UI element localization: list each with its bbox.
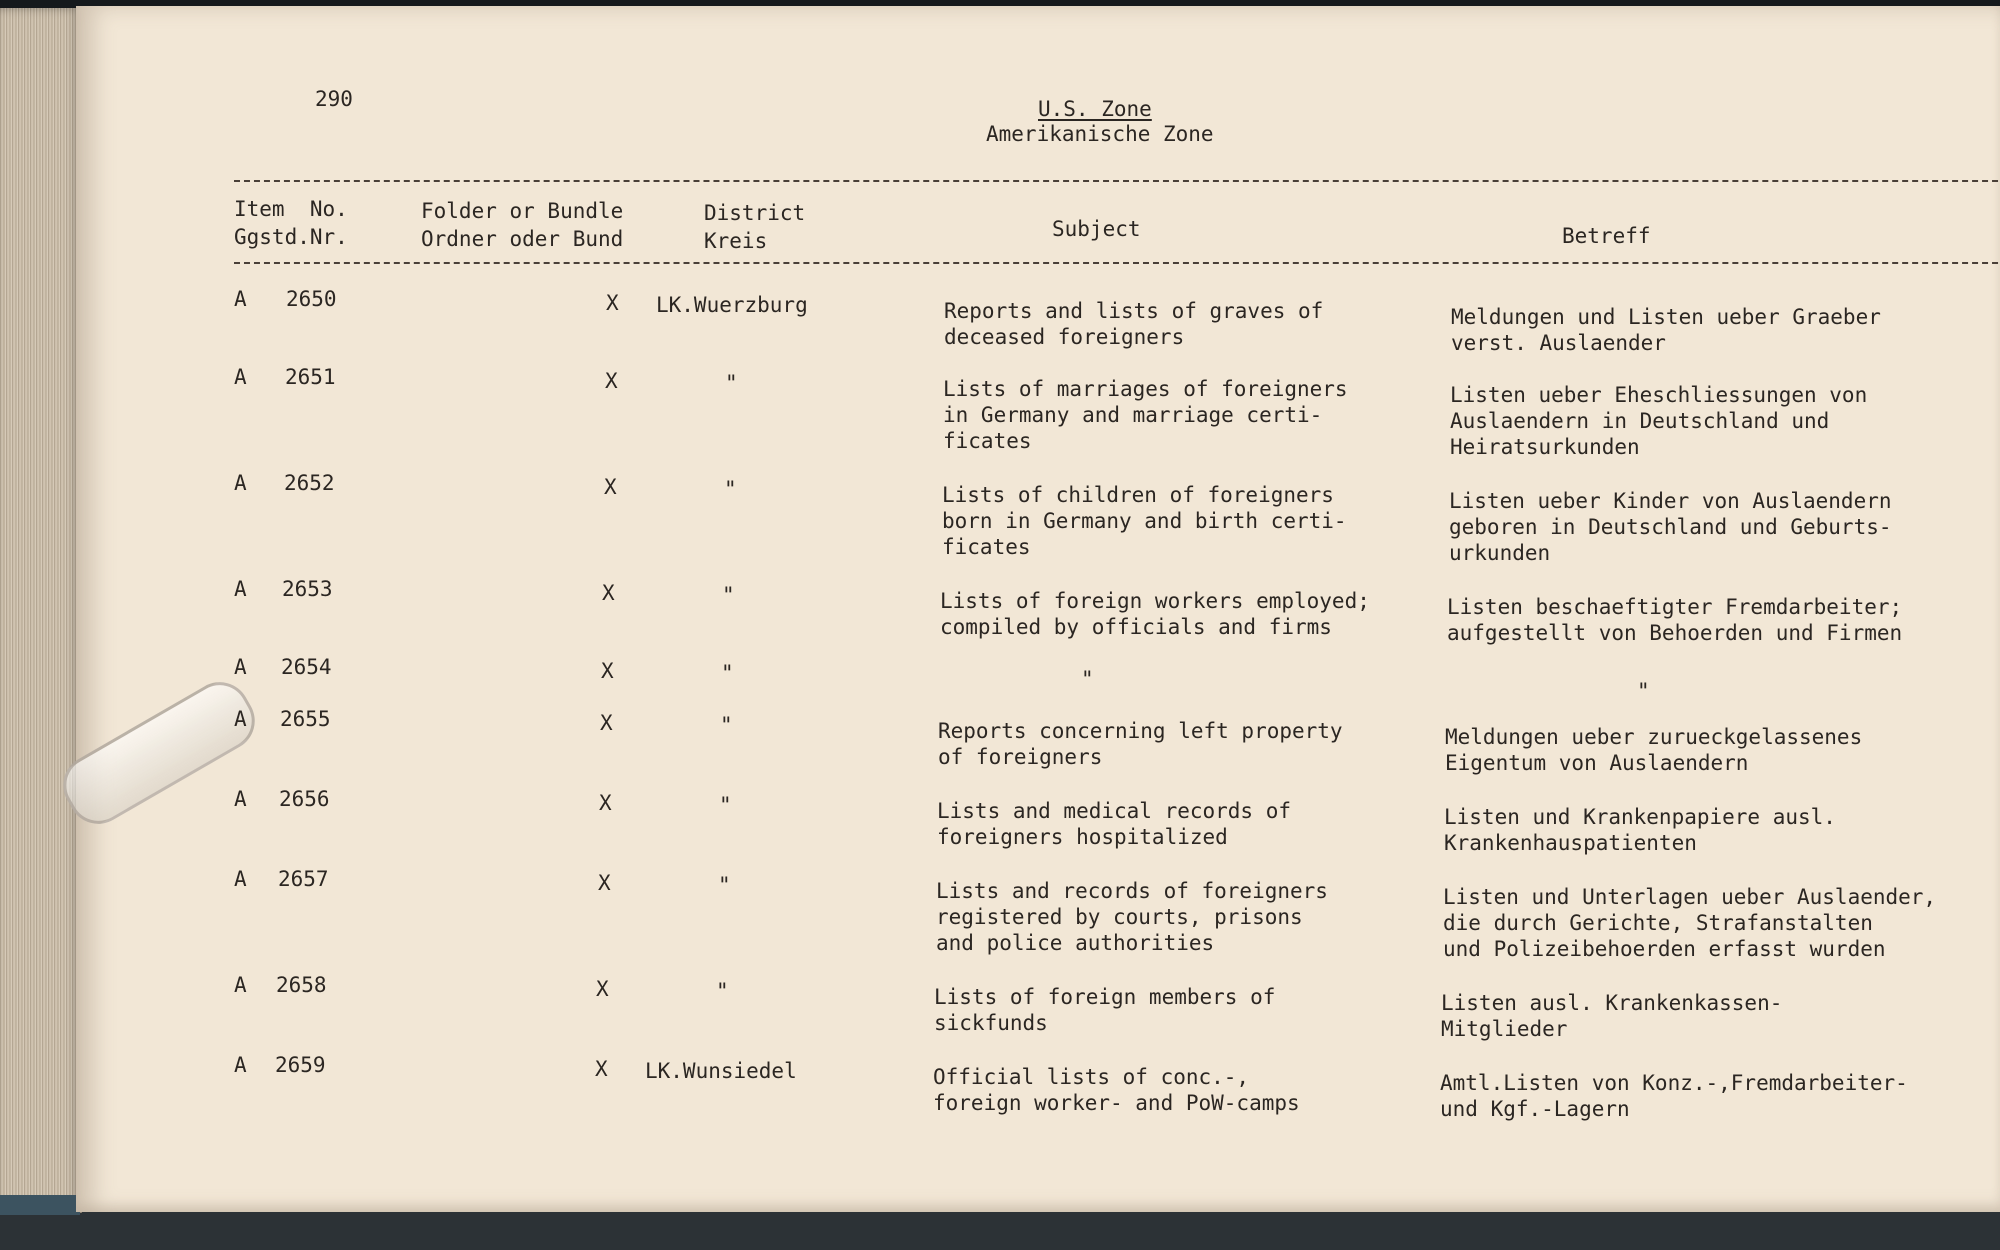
district-cell: LK.Wunsiedel — [645, 1059, 797, 1083]
district-cell: " — [725, 371, 738, 395]
betreff-line: Meldungen und Listen ueber Graeber — [1451, 305, 1881, 329]
betreff-line: Listen ueber Kinder von Auslaendern — [1449, 489, 1892, 513]
item-number: 2653 — [282, 577, 333, 601]
betreff-line: Listen und Unterlagen ueber Auslaender, — [1443, 885, 1937, 909]
item-number: 2654 — [281, 655, 332, 679]
subject-line: Official lists of conc.-, — [933, 1065, 1250, 1089]
folder-mark: X — [605, 369, 618, 393]
subject-line: Lists of children of foreigners — [942, 483, 1334, 507]
subject-line: Lists of foreign workers employed; — [940, 589, 1370, 613]
betreff-line: Eigentum von Auslaendern — [1445, 751, 1749, 775]
item-number: 2657 — [278, 867, 329, 891]
folder-mark: X — [598, 871, 611, 895]
zone-title: U.S. Zone — [1038, 97, 1152, 121]
subject-line: in Germany and marriage certi- — [943, 403, 1323, 427]
col-betreff-header: Betreff — [1562, 224, 1651, 248]
item-number: 2650 — [286, 287, 337, 311]
col-folder-header-line1: Folder or Bundle — [421, 199, 624, 223]
subject-line: of foreigners — [938, 745, 1103, 769]
item-number: 2652 — [284, 471, 335, 495]
zone-subtitle: Amerikanische Zone — [986, 122, 1214, 146]
folder-mark: X — [596, 977, 609, 1001]
betreff-line: Heiratsurkunden — [1450, 435, 1640, 459]
betreff-line: " — [1637, 679, 1650, 703]
district-cell: " — [716, 979, 729, 1003]
item-letter: A — [234, 471, 247, 495]
subject-line: sickfunds — [934, 1011, 1048, 1035]
betreff-line: und Kgf.-Lagern — [1440, 1097, 1630, 1121]
folder-mark: X — [604, 475, 617, 499]
subject-line: registered by courts, prisons — [936, 905, 1303, 929]
item-number: 2655 — [280, 707, 331, 731]
item-letter: A — [234, 867, 247, 891]
district-cell: " — [718, 873, 731, 897]
betreff-line: Listen ausl. Krankenkassen- — [1441, 991, 1783, 1015]
item-number: 2651 — [285, 365, 336, 389]
col-district-header-line1: District — [704, 201, 806, 225]
subject-line: Reports concerning left property — [938, 719, 1343, 743]
item-letter: A — [234, 707, 247, 731]
betreff-line: und Polizeibehoerden erfasst wurden — [1443, 937, 1886, 961]
item-letter: A — [234, 365, 247, 389]
betreff-line: urkunden — [1449, 541, 1551, 565]
betreff-line: aufgestellt von Behoerden und Firmen — [1447, 621, 1903, 645]
item-number: 2658 — [276, 973, 327, 997]
betreff-line: verst. Auslaender — [1451, 331, 1666, 355]
betreff-line: Listen und Krankenpapiere ausl. — [1444, 805, 1836, 829]
header-divider-bottom — [234, 262, 2000, 264]
item-letter: A — [234, 1053, 247, 1077]
item-number: 2656 — [279, 787, 330, 811]
header-divider-top — [234, 180, 2000, 182]
subject-line: Lists of marriages of foreigners — [943, 377, 1348, 401]
subject-line: and police authorities — [936, 931, 1215, 955]
betreff-line: geboren in Deutschland und Geburts- — [1449, 515, 1892, 539]
district-cell: " — [724, 477, 737, 501]
folder-mark: X — [595, 1057, 608, 1081]
subject-line: Lists and medical records of — [937, 799, 1292, 823]
folder-mark: X — [606, 291, 619, 315]
district-cell: " — [719, 793, 732, 817]
book-page-edges — [0, 8, 82, 1213]
desk-background-bottom — [0, 1210, 2000, 1250]
subject-line: foreign worker- and PoW-camps — [933, 1091, 1300, 1115]
document-page — [76, 6, 2000, 1212]
item-letter: A — [234, 577, 247, 601]
item-number: 2659 — [275, 1053, 326, 1077]
subject-line: " — [1081, 667, 1094, 691]
subject-line: Lists and records of foreigners — [936, 879, 1328, 903]
folder-mark: X — [599, 791, 612, 815]
betreff-line: Listen beschaeftigter Fremdarbeiter; — [1447, 595, 1903, 619]
district-cell: " — [721, 661, 734, 685]
col-item-header-line1: Item No. — [234, 197, 348, 221]
betreff-line: die durch Gerichte, Strafanstalten — [1443, 911, 1873, 935]
betreff-line: Amtl.Listen von Konz.-,Fremdarbeiter- — [1440, 1071, 1908, 1095]
subject-line: born in Germany and birth certi- — [942, 509, 1347, 533]
book-cover-edge — [0, 1195, 80, 1215]
col-folder-header-line2: Ordner oder Bund — [421, 227, 624, 251]
betreff-line: Meldungen ueber zurueckgelassenes — [1445, 725, 1863, 749]
item-letter: A — [234, 287, 247, 311]
betreff-line: Mitglieder — [1441, 1017, 1568, 1041]
folder-mark: X — [601, 659, 614, 683]
subject-line: ficates — [942, 535, 1031, 559]
subject-line: Reports and lists of graves of — [944, 299, 1324, 323]
col-district-header-line2: Kreis — [704, 229, 768, 253]
item-letter: A — [234, 655, 247, 679]
subject-line: ficates — [943, 429, 1032, 453]
folder-mark: X — [600, 711, 613, 735]
item-letter: A — [234, 973, 247, 997]
subject-line: deceased foreigners — [944, 325, 1185, 349]
page-number: 290 — [315, 87, 353, 111]
district-cell: LK.Wuerzburg — [656, 293, 808, 317]
subject-line: foreigners hospitalized — [937, 825, 1228, 849]
district-cell: " — [720, 713, 733, 737]
col-item-header-line2: Ggstd.Nr. — [234, 225, 348, 249]
betreff-line: Krankenhauspatienten — [1444, 831, 1697, 855]
item-letter: A — [234, 787, 247, 811]
subject-line: compiled by officials and firms — [940, 615, 1332, 639]
betreff-line: Auslaendern in Deutschland und — [1450, 409, 1830, 433]
folder-mark: X — [602, 581, 615, 605]
betreff-line: Listen ueber Eheschliessungen von — [1450, 383, 1868, 407]
subject-line: Lists of foreign members of — [934, 985, 1276, 1009]
district-cell: " — [722, 583, 735, 607]
col-subject-header: Subject — [1052, 217, 1141, 241]
